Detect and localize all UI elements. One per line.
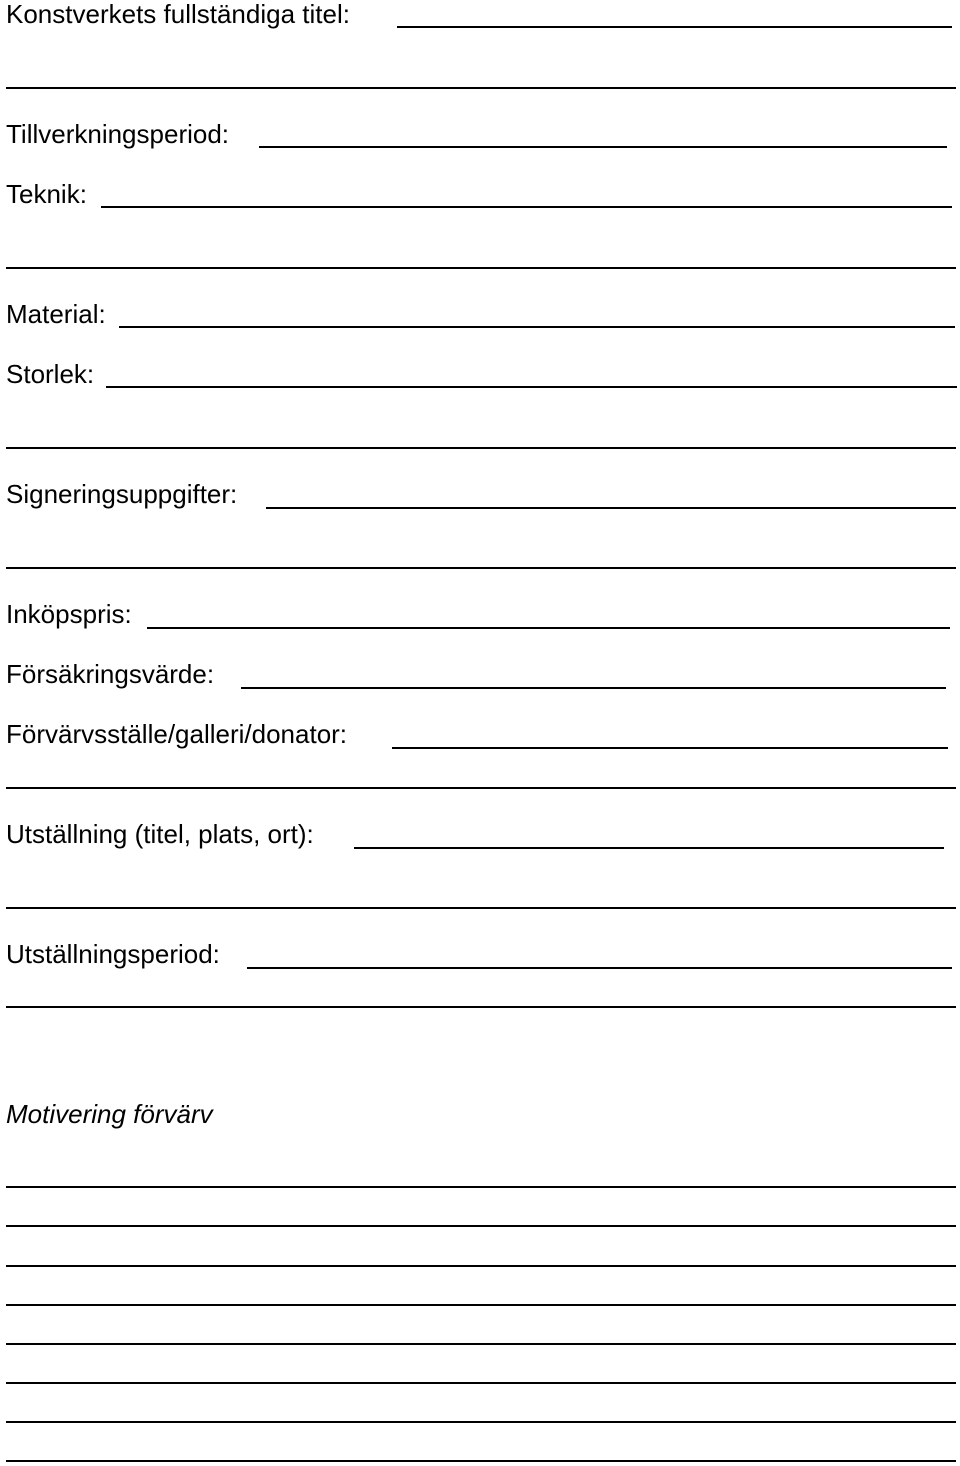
- exhibition-period-continuation-line[interactable]: [6, 1006, 956, 1008]
- motivation-line-6[interactable]: [6, 1382, 956, 1384]
- motivation-line-2[interactable]: [6, 1225, 956, 1227]
- size-continuation-line[interactable]: [6, 447, 956, 449]
- field-label-exhibition: Utställning (titel, plats, ort):: [6, 819, 314, 849]
- insurance-input-line[interactable]: [241, 687, 946, 689]
- motivation-line-4[interactable]: [6, 1304, 956, 1306]
- exhibition-continuation-line[interactable]: [6, 907, 956, 909]
- field-label-period: Tillverkningsperiod:: [6, 119, 230, 149]
- signature-input-line[interactable]: [266, 507, 956, 509]
- technique-continuation-line[interactable]: [6, 267, 956, 269]
- period-input-line[interactable]: [259, 146, 947, 148]
- field-label-exhibition-period: Utställningsperiod:: [6, 939, 220, 969]
- motivation-line-5[interactable]: [6, 1343, 956, 1345]
- technique-input-line[interactable]: [101, 206, 952, 208]
- field-label-title: Konstverkets fullständiga titel:: [6, 0, 350, 29]
- field-label-source: Förvärvsställe/galleri/donator:: [6, 719, 348, 749]
- field-label-signature: Signeringsuppgifter:: [6, 479, 238, 509]
- field-label-technique: Teknik:: [6, 179, 87, 209]
- title-continuation-line[interactable]: [6, 87, 956, 89]
- motivation-line-7[interactable]: [6, 1421, 956, 1423]
- source-input-line[interactable]: [392, 747, 948, 749]
- field-label-size: Storlek:: [6, 359, 95, 389]
- title-input-line[interactable]: [397, 26, 952, 28]
- exhibition-period-input-line[interactable]: [247, 967, 952, 969]
- motivation-line-8[interactable]: [6, 1460, 956, 1462]
- motivation-line-1[interactable]: [6, 1186, 956, 1188]
- field-label-material: Material:: [6, 299, 106, 329]
- source-continuation-line[interactable]: [6, 787, 956, 789]
- signature-continuation-line[interactable]: [6, 567, 956, 569]
- motivation-heading: Motivering förvärv: [6, 1099, 213, 1129]
- motivation-line-3[interactable]: [6, 1265, 956, 1267]
- exhibition-input-line[interactable]: [354, 847, 944, 849]
- size-input-line[interactable]: [106, 386, 957, 388]
- field-label-insurance: Försäkringsvärde:: [6, 659, 215, 689]
- field-label-price: Inköpspris:: [6, 599, 132, 629]
- material-input-line[interactable]: [119, 326, 955, 328]
- price-input-line[interactable]: [147, 627, 950, 629]
